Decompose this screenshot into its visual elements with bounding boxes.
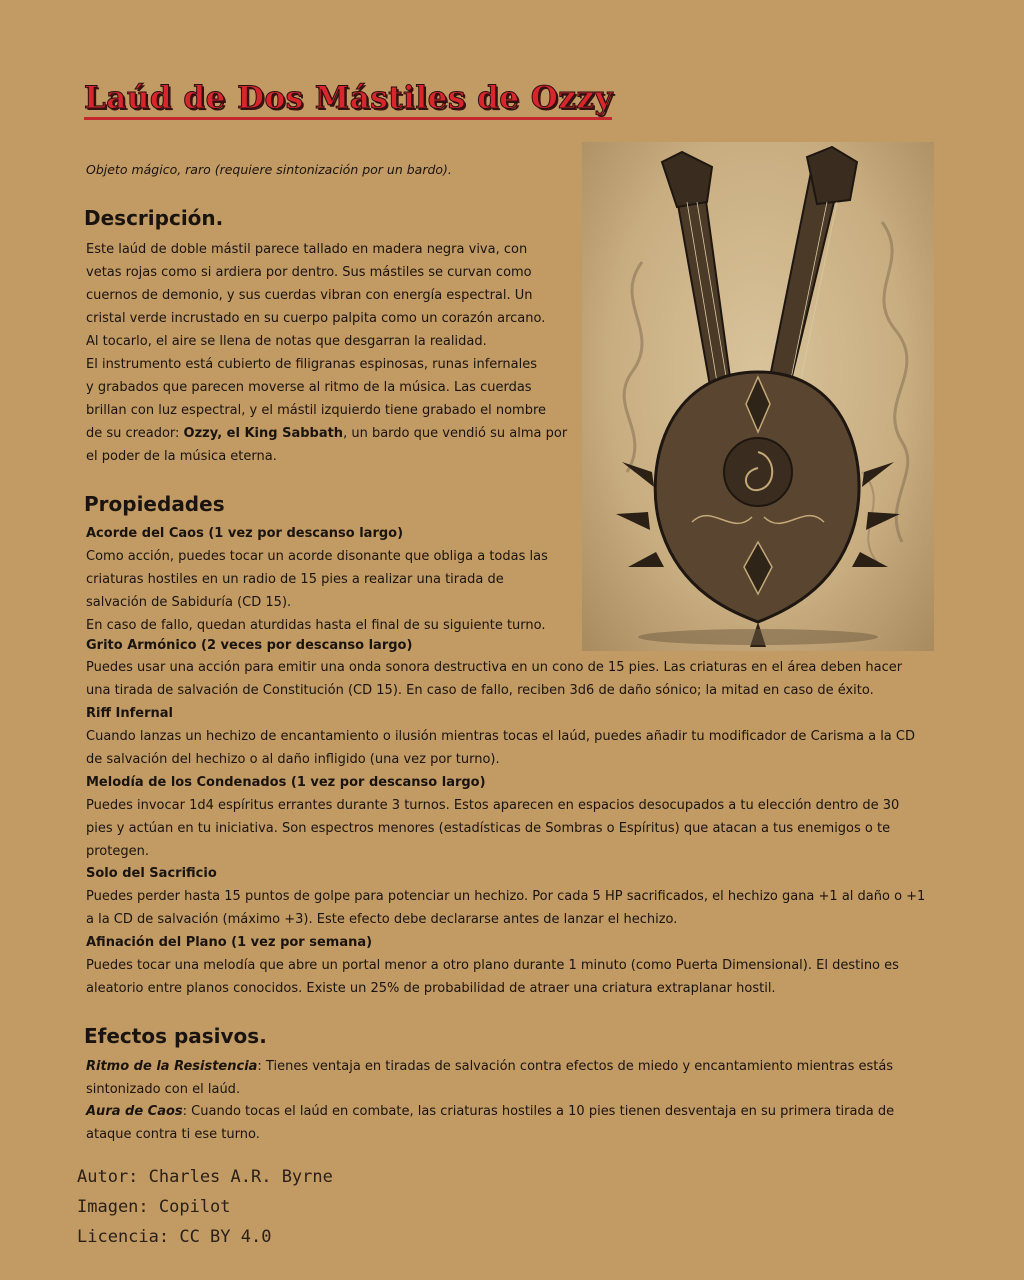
description-line: El instrumento está cubierto de filigranas espinosas, runas infernales <box>86 357 537 372</box>
description-line: Este laúd de doble mástil parece tallado en madera negra viva, con <box>86 242 528 257</box>
lute-illustration <box>582 142 934 651</box>
properties-heading: Propiedades <box>84 492 225 516</box>
title-underline <box>84 117 612 120</box>
property-description <box>86 954 946 1000</box>
passive-effects-heading: Efectos pasivos. <box>84 1024 267 1048</box>
description-line: Al tocarlo, el aire se llena de notas que desgarran la realidad. <box>86 334 487 349</box>
property-line: En caso de fallo, quedan aturdidas hasta el final de su siguiente turno. <box>86 618 546 633</box>
property-description <box>86 794 946 863</box>
property-line: Puedes perder hasta 15 puntos de golpe para potenciar un hechizo. Por cada 5 HP sacrificados, el hechizo gana +1 al daño o +1 <box>86 889 926 904</box>
property-line: Puedes usar una acción para emitir una onda sonora destructiva en un cono de 15 pies. Las criaturas en el área deben hacer <box>86 660 903 675</box>
passive-line <box>86 1055 946 1078</box>
description-line <box>86 422 567 445</box>
description-text <box>86 238 567 468</box>
property-name: Solo del Sacrificio <box>86 866 217 881</box>
property-line: a la CD de salvación (máximo +3). Este efecto debe declararse antes de lanzar el hechizo. <box>86 912 678 927</box>
passive-line: ataque contra ti ese turno. <box>86 1127 260 1142</box>
property-name: Acorde del Caos (1 vez por descanso largo) <box>86 526 404 541</box>
credit-image: Imagen: Copilot <box>77 1197 231 1217</box>
property-line: una tirada de salvación de Constitución (CD 15). En caso de fallo, reciben 3d6 de daño sónico; la mitad en caso de éxito. <box>86 683 874 698</box>
property-line: salvación de Sabiduría (CD 15). <box>86 595 292 610</box>
description-line: cuernos de demonio, y sus cuerdas vibran con energía espectral. Un <box>86 288 533 303</box>
property-description <box>86 656 946 702</box>
property-line: Puedes invocar 1d4 espíritus errantes durante 3 turnos. Estos aparecen en espacios desocupados a tu elección dentro de 30 <box>86 798 900 813</box>
description-line: vetas rojas como si ardiera por dentro. Sus mástiles se curvan como <box>86 265 532 280</box>
credit-author: Autor: Charles A.R. Byrne <box>77 1167 333 1187</box>
description-line: cristal verde incrustado en su cuerpo palpita como un corazón arcano. <box>86 311 546 326</box>
property-description <box>86 725 946 771</box>
description-line: brillan con luz espectral, y el mástil izquierdo tiene grabado el nombre <box>86 403 547 418</box>
credit-license: Licencia: CC BY 4.0 <box>77 1227 272 1247</box>
passive-line <box>86 1100 946 1123</box>
property-name: Riff Infernal <box>86 706 173 721</box>
passive-text: : Tienes ventaja en tiradas de salvación contra efectos de miedo y encantamiento mientras estás <box>257 1059 894 1074</box>
property-description <box>86 885 946 931</box>
property-line: Cuando lanzas un hechizo de encantamiento o ilusión mientras tocas el laúd, puedes añadir tu modificador de Carisma a la CD <box>86 729 915 744</box>
property-line: aleatorio entre planos conocidos. Existe un 25% de probabilidad de atraer una criatura extraplanar hostil. <box>86 981 776 996</box>
property-name: Melodía de los Condenados (1 vez por descanso largo) <box>86 775 486 790</box>
property-name: Grito Armónico (2 veces por descanso largo) <box>86 638 413 653</box>
passive-effect <box>86 1055 946 1101</box>
property-line: pies y actúan en tu iniciativa. Son espectros menores (estadísticas de Sombras o Espíritus) que atacan a tus enemigos o te <box>86 821 891 836</box>
property-line: Puedes tocar una melodía que abre un portal menor a otro plano durante 1 minuto (como Puerta Dimensional). El destino es <box>86 958 899 973</box>
creator-name: Ozzy, el King Sabbath <box>183 426 344 441</box>
property-name: Afinación del Plano (1 vez por semana) <box>86 935 373 950</box>
passive-line: sintonizado con el laúd. <box>86 1082 241 1097</box>
credits <box>77 1162 333 1252</box>
description-text-part: , un bardo que vendió su alma por <box>343 426 568 441</box>
property-line: protegen. <box>86 844 149 859</box>
passive-text: : Cuando tocas el laúd en combate, las criaturas hostiles a 10 pies tienen desventaja en su primera tirada de <box>182 1104 895 1119</box>
page-title: Laúd de Dos Mástiles de Ozzy <box>84 80 613 116</box>
property-line: criaturas hostiles en un radio de 15 pies a realizar una tirada de <box>86 572 504 587</box>
description-line: el poder de la música eterna. <box>86 449 277 464</box>
property-line: Como acción, puedes tocar un acorde disonante que obliga a todas las <box>86 549 548 564</box>
passive-name: Aura de Caos <box>86 1104 183 1119</box>
description-line: y grabados que parecen moverse al ritmo de la música. Las cuerdas <box>86 380 532 395</box>
passive-effect <box>86 1100 946 1146</box>
passive-name: Ritmo de la Resistencia <box>86 1059 258 1074</box>
property-description <box>86 545 566 637</box>
description-heading: Descripción. <box>84 206 224 230</box>
description-text-part: de su creador: <box>86 426 184 441</box>
property-line: de salvación del hechizo o al daño infligido (una vez por turno). <box>86 752 500 767</box>
item-subtitle: Objeto mágico, raro (requiere sintonización por un bardo). <box>86 162 452 177</box>
